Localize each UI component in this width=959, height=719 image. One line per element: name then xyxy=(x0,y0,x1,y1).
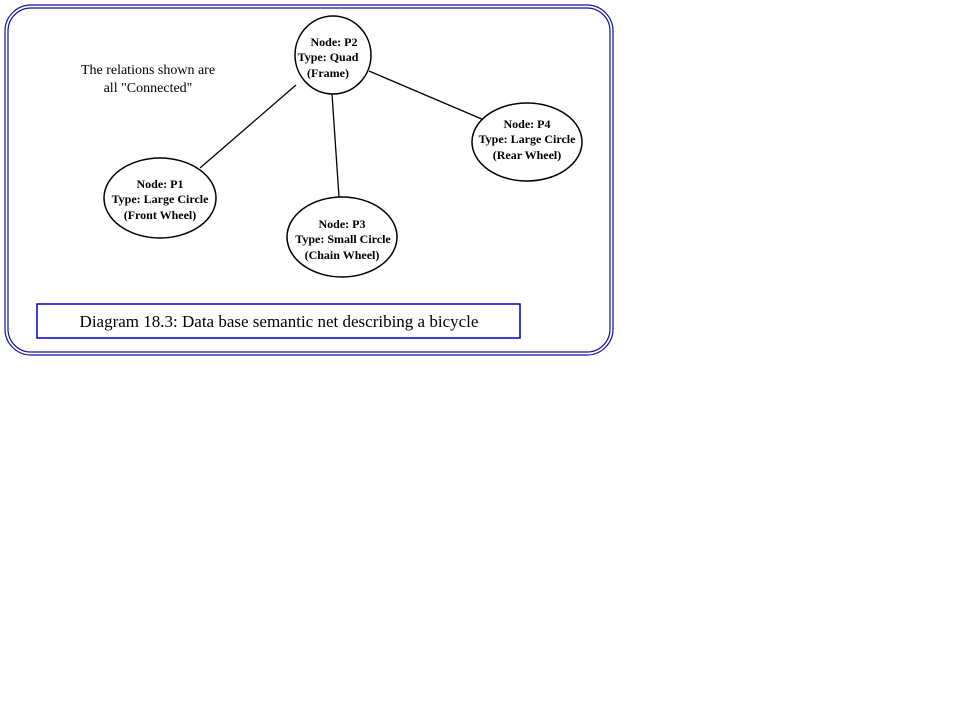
edge-p2-p1 xyxy=(200,85,296,168)
node-p3-type: Type: Small Circle xyxy=(295,232,391,246)
node-p2 xyxy=(295,16,371,94)
node-p2-type: Type: Quad xyxy=(297,50,359,64)
note-line-1: The relations shown are xyxy=(80,63,216,78)
node-p1-role: (Front Wheel) xyxy=(123,208,197,222)
node-p3-id: Node: P3 xyxy=(318,217,366,231)
node-p3-role: (Chain Wheel) xyxy=(304,248,380,262)
caption-text: Diagram 18.3: Data base semantic net describing a bicycle xyxy=(79,312,479,331)
relations-note xyxy=(81,63,215,96)
caption-box xyxy=(37,304,520,338)
edge-p2-p4 xyxy=(369,71,484,120)
node-p3 xyxy=(287,197,397,277)
node-p4-type: Type: Large Circle xyxy=(478,132,576,146)
node-p2-id: Node: P2 xyxy=(310,35,358,49)
node-p4 xyxy=(472,103,582,181)
node-p1-type: Type: Large Circle xyxy=(111,192,209,206)
node-p2-role: (Frame) xyxy=(307,66,349,80)
node-p4-role: (Rear Wheel) xyxy=(492,148,562,162)
node-p1-id: Node: P1 xyxy=(136,177,184,191)
node-p4-id: Node: P4 xyxy=(503,117,551,131)
node-p1 xyxy=(104,158,216,238)
edge-p2-p3 xyxy=(332,94,339,197)
note-line-2: all "Connected" xyxy=(103,81,193,96)
